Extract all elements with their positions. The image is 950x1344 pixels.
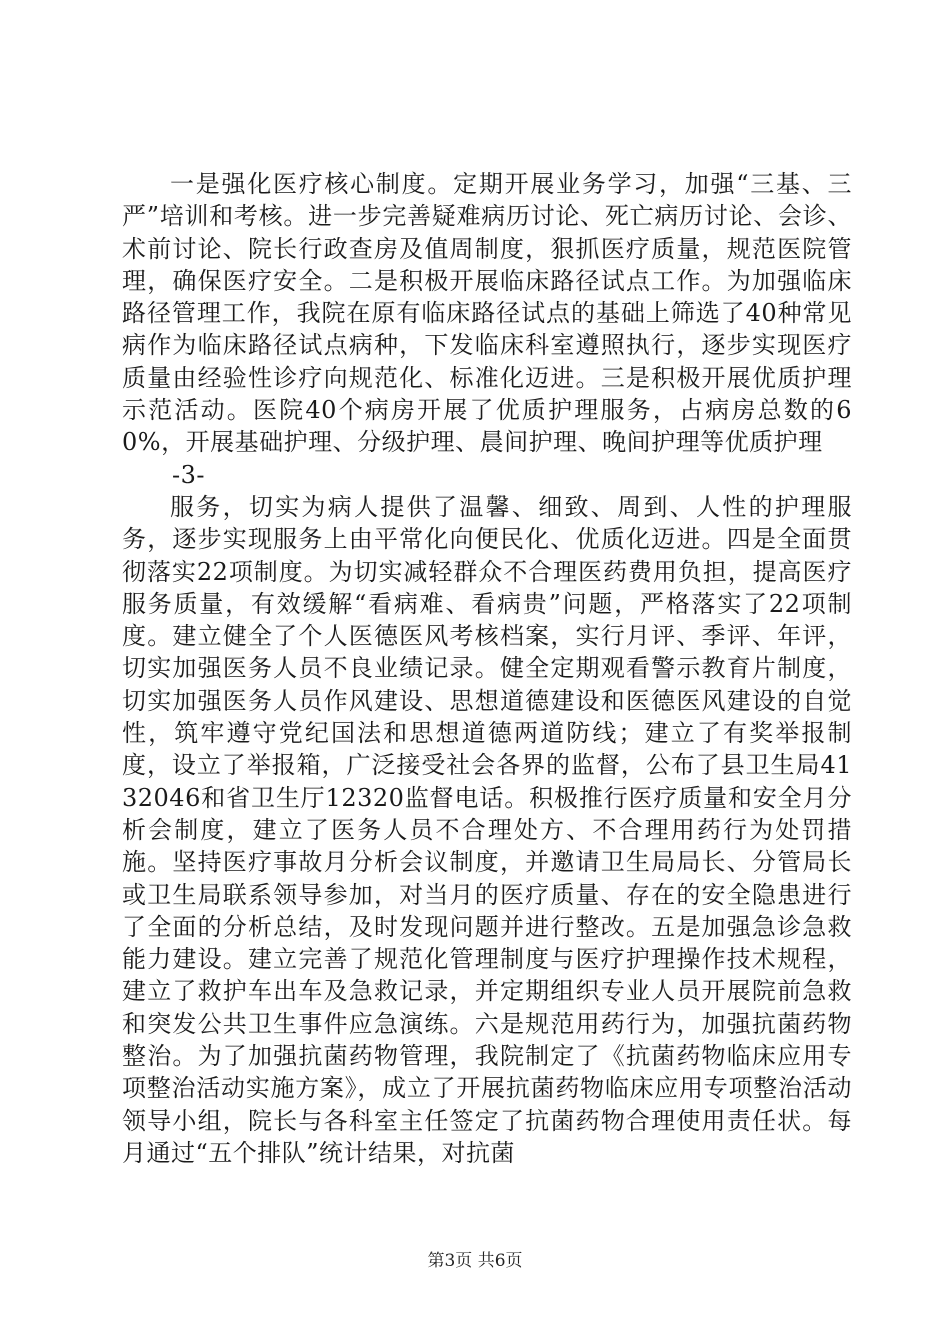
- document-body: [122, 168, 852, 1169]
- body-paragraph-1: 一是强化医疗核心制度。定期开展业务学习，加强“三基、三严”培训和考核。进一步完善疑难病历讨论、死亡病历讨论、会诊、术前讨论、院长行政查房及值周制度，狠抓医疗质量，规范医院管理，确保医疗安全。二是积极开展临床路径试点工作。为加强临床路径管理工作，我院在原有临床路径试点的基础上筛选了40种常见病作为临床路径试点病种，下发临床科室遵照执行，逐步实现医疗质量由经验性诊疗向规范化、标准化迈进。三是积极开展优质护理示范活动。医院40个病房开展了优质护理服务，占病房总数的60%，开展基础护理、分级护理、晨间护理、晚间护理等优质护理: [122, 170, 852, 457]
- page-footer: 第3页 共6页: [427, 1251, 523, 1271]
- body-paragraph-2: 服务，切实为病人提供了温馨、细致、周到、人性的护理服务，逐步实现服务上由平常化向便民化、优质化迈进。四是全面贯彻落实22项制度。为切实减轻群众不合理医药费用负担，提高医疗服务质量，有效缓解“看病难、看病贵”问题，严格落实了22项制度。建立健全了个人医德医风考核档案，实行月评、季评、年评，切实加强医务人员不良业绩记录。健全定期观看警示教育片制度，切实加强医务人员作风建设、思想道德建设和医德医风建设的自觉性，筑牢遵守党纪国法和思想道德两道防线；建立了有奖举报制度，设立了举报箱，广泛接受社会各界的监督，公布了县卫生局4132046和省卫生厅12320监督电话。积极推行医疗质量和安全月分析会制度，建立了医务人员不合理处方、不合理用药行为处罚措施。坚持医疗事故月分析会议制度，并邀请卫生局局长、分管局长或卫生局联系领导参加，对当月的医疗质量、存在的安全隐患进行了全面的分析总结，及时发现问题并进行整改。五是加强急诊急救能力建设。建立完善了规范化管理制度与医疗护理操作技术规程，建立了救护车出车及急救记录，并定期组织专业人员开展院前急救和突发公共卫生事件应急演练。六是规范用药行为，加强抗菌药物整治。为了加强抗菌药物管理，我院制定了《抗菌药物临床应用专项整治活动实施方案》，成立了开展抗菌药物临床应用专项整治活动领导小组，院长与各科室主任签定了抗菌药物合理使用责任状。每月通过“五个排队”统计结果，对抗菌: [122, 492, 852, 1167]
- inline-page-marker: -3-: [172, 460, 205, 489]
